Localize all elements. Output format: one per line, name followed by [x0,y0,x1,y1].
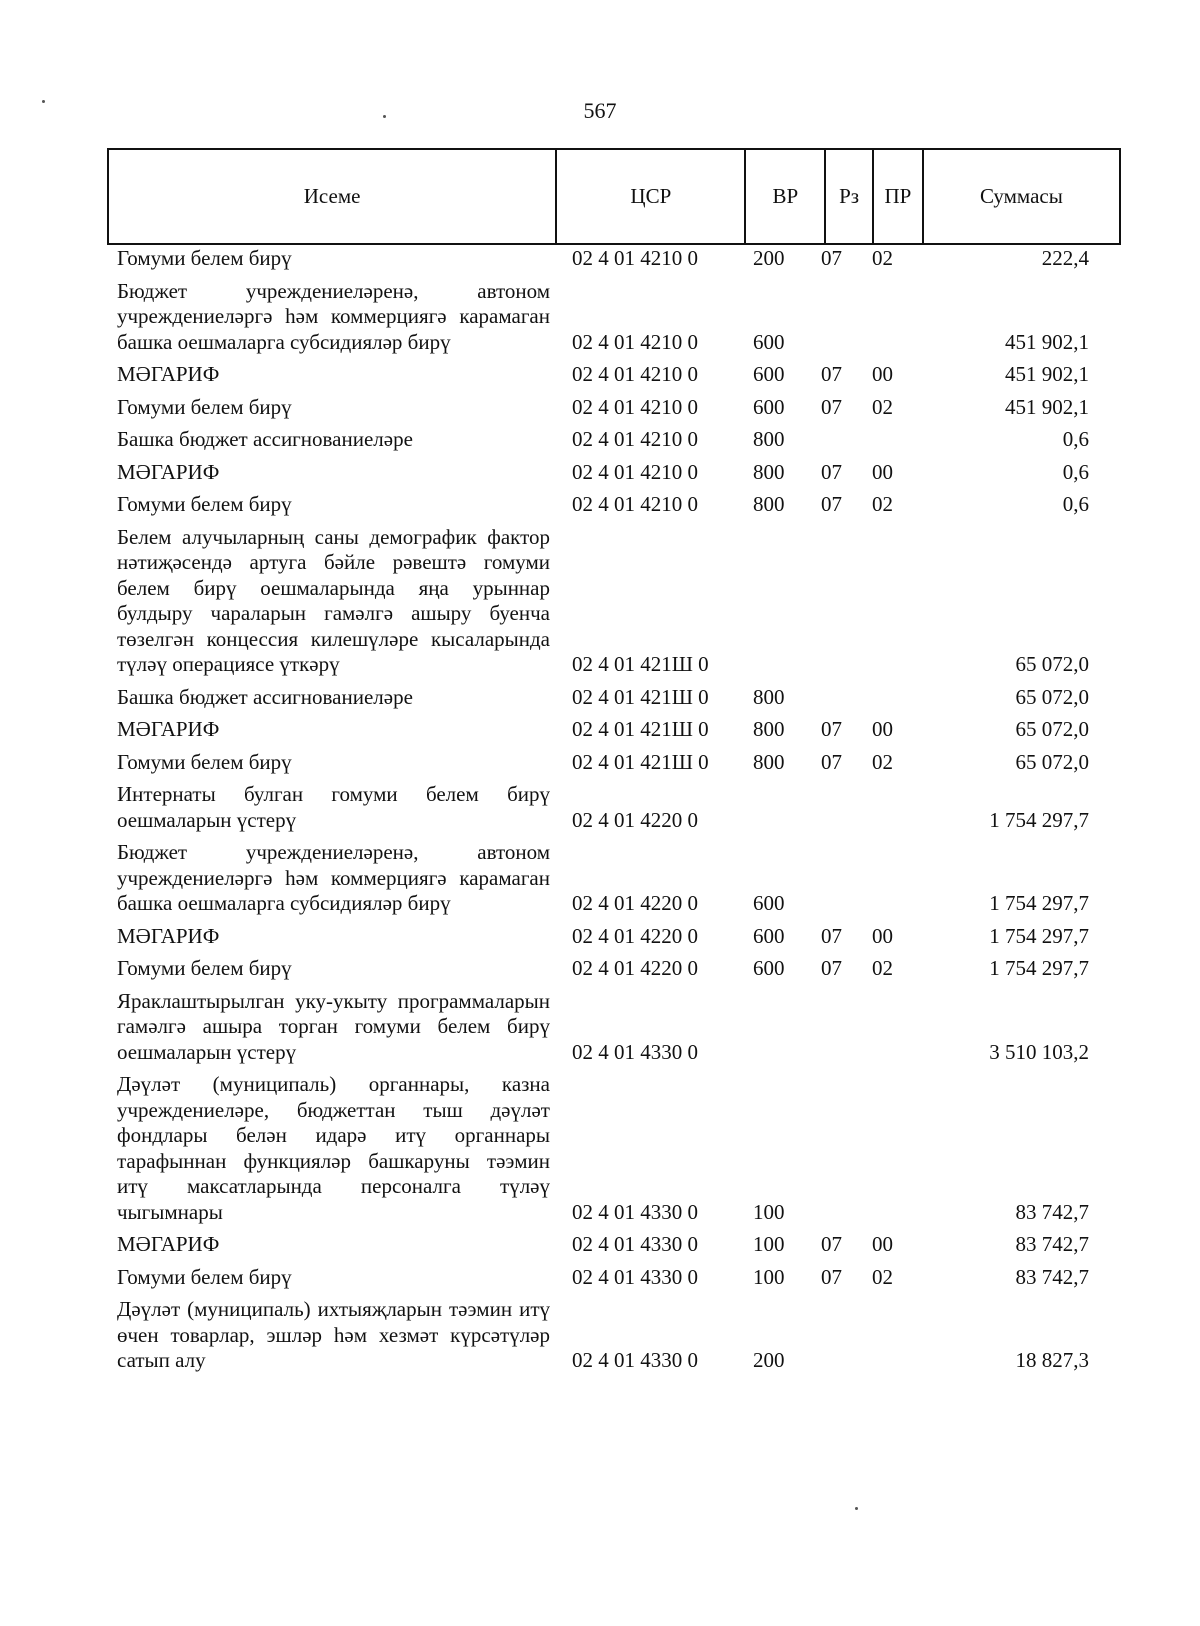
cell-csr: 02 4 01 4210 0 [572,362,698,386]
cell-csr: 02 4 01 4220 0 [572,956,698,980]
cell-vr: 800 [753,684,785,709]
cell-sum: 65 072,0 [1015,684,1089,709]
cell-pr: 00 [872,362,893,386]
cell-csr: 02 4 01 4220 0 [572,923,698,948]
cell-name: МӘГАРИФ [117,717,220,741]
cell-sum: 0,6 [1062,459,1089,484]
cell-pr: 02 [872,492,893,516]
cell-vr: 600 [753,362,785,386]
cell-name: Дәүләт (муниципаль) ихтыяҗларын тәэмин итү өчен товарлар, эшләр һәм хезмәт күрсәтүләр сатып алу [117,1297,550,1372]
cell-csr: 02 4 01 4330 0 [572,1232,698,1256]
cell-rz: 07 [821,1232,842,1256]
cell-csr: 02 4 01 4210 0 [572,394,698,419]
cell-csr: 02 4 01 421Ш 0 [572,684,709,709]
cell-csr: 02 4 01 4330 0 [572,1348,698,1372]
cell-sum: 83 742,7 [1015,1264,1089,1289]
cell-sum: 451 902,1 [1005,394,1089,419]
cell-name: Гомуми белем бирү [117,492,292,516]
cell-vr: 600 [753,394,785,419]
cell-rz: 07 [821,362,842,386]
cell-rz: 07 [821,749,842,774]
cell-sum: 222,4 [1041,246,1089,270]
cell-pr: 00 [872,923,893,948]
table-row [107,989,1121,1066]
header-vr: ВР [746,150,826,243]
cell-sum: 1 754 297,7 [989,956,1089,980]
cell-vr: 800 [753,492,785,516]
cell-sum: 18 827,3 [1015,1348,1089,1372]
table-row [107,750,1121,776]
cell-pr: 02 [872,394,893,419]
cell-pr: 00 [872,1232,893,1256]
cell-name: Гомуми белем бирү [117,1264,292,1289]
cell-rz: 07 [821,717,842,741]
cell-csr: 02 4 01 4220 0 [572,891,698,915]
header-name: Исеме [109,150,557,243]
cell-vr: 100 [753,1199,785,1224]
cell-vr: 600 [753,923,785,948]
table-row [107,924,1121,950]
cell-name: Бюджет учреждениеләренә, автоном учреждениеләргә һәм коммерциягә карамаган башка оешмаларга субсидияләр бирү [117,278,550,354]
cell-rz: 07 [821,956,842,980]
cell-sum: 83 742,7 [1015,1199,1089,1224]
cell-pr: 02 [872,246,893,270]
cell-vr: 100 [753,1232,785,1256]
table-header [107,148,1121,245]
header-rz: Рз [826,150,874,243]
cell-name: Гомуми белем бирү [117,749,292,774]
cell-sum: 3 510 103,2 [989,1039,1089,1064]
table-row [107,460,1121,486]
cell-sum: 0,6 [1062,492,1089,516]
cell-vr: 800 [753,459,785,484]
table-row [107,782,1121,833]
cell-pr: 02 [872,749,893,774]
table-row [107,685,1121,711]
table-row [107,279,1121,356]
cell-pr: 02 [872,956,893,980]
cell-vr: 800 [753,717,785,741]
cell-vr: 600 [753,891,785,915]
cell-csr: 02 4 01 4210 0 [572,492,698,516]
cell-name: Башка бюджет ассигнованиеләре [117,427,413,451]
header-csr: ЦСР [557,150,746,243]
page-number: 567 [583,98,617,123]
cell-csr: 02 4 01 4220 0 [572,807,698,832]
scan-speck [383,115,386,118]
header-pr: ПР [874,150,924,243]
table-row [107,1265,1121,1291]
cell-sum: 65 072,0 [1015,652,1089,676]
cell-sum: 451 902,1 [1005,362,1089,386]
cell-sum: 65 072,0 [1015,717,1089,741]
cell-csr: 02 4 01 4330 0 [572,1199,698,1224]
cell-csr: 02 4 01 4210 0 [572,459,698,484]
cell-csr: 02 4 01 4210 0 [572,427,698,451]
cell-rz: 07 [821,246,842,270]
cell-csr: 02 4 01 4210 0 [572,246,698,270]
cell-rz: 07 [821,459,842,484]
cell-sum: 1 754 297,7 [989,807,1089,832]
cell-vr: 600 [753,956,785,980]
table-row [107,246,1121,272]
table-row [107,492,1121,518]
cell-sum: 65 072,0 [1015,749,1089,774]
cell-vr: 800 [753,749,785,774]
cell-name: МӘГАРИФ [117,362,220,386]
cell-name: Яраклаштырылган уку-укыту программаларын гамәлгә ашыра торган гомуми белем бирү оешмаларын үстерү [117,988,550,1064]
cell-name: Бюджет учреждениеләренә, автоном учреждениеләргә һәм коммерциягә карамаган башка оешмаларга субсидияләр бирү [117,840,550,915]
table-row [107,427,1121,453]
table-row [107,525,1121,678]
scan-speck [855,1507,858,1510]
cell-name: МӘГАРИФ [117,923,220,948]
cell-csr: 02 4 01 4330 0 [572,1039,698,1064]
cell-sum: 451 902,1 [1005,329,1089,354]
cell-csr: 02 4 01 4330 0 [572,1264,698,1289]
table-row [107,362,1121,388]
table-row [107,840,1121,917]
cell-name: Интернаты булган гомуми белем бирү оешмаларын үстерү [117,782,550,832]
cell-name: Дәүләт (муниципаль) органнары, казна учреждениеләре, бюджеттан тыш дәүләт фондлары белән идарә итү органнары тарафыннан функцияләр башкаруны тәэмин итү максатларында персоналга түләү чыгымнары [117,1072,550,1224]
cell-pr: 02 [872,1264,893,1289]
cell-sum: 83 742,7 [1015,1232,1089,1256]
cell-sum: 0,6 [1062,427,1089,451]
cell-vr: 200 [753,246,785,270]
table-row [107,1232,1121,1258]
cell-vr: 600 [753,329,785,354]
cell-csr: 02 4 01 421Ш 0 [572,749,709,774]
cell-name: Гомуми белем бирү [117,394,292,419]
cell-csr: 02 4 01 4210 0 [572,329,698,354]
cell-rz: 07 [821,1264,842,1289]
cell-rz: 07 [821,492,842,516]
cell-name: Гомуми белем бирү [117,246,292,270]
cell-rz: 07 [821,923,842,948]
cell-name: Гомуми белем бирү [117,956,292,980]
cell-rz: 07 [821,394,842,419]
table-row [107,1297,1121,1374]
cell-pr: 00 [872,459,893,484]
header-sum: Суммасы [979,184,1063,208]
cell-vr: 100 [753,1264,785,1289]
cell-name: МӘГАРИФ [117,459,220,484]
table-row [107,395,1121,421]
scan-speck [42,100,45,103]
cell-csr: 02 4 01 421Ш 0 [572,652,709,676]
cell-vr: 200 [753,1348,785,1372]
cell-sum: 1 754 297,7 [989,923,1089,948]
cell-name: МӘГАРИФ [117,1232,220,1256]
cell-name: Белем алучыларның саны демографик фактор нәтиҗәсендә артуга бәйле рәвештә гомуми белем бирү оешмаларында яңа урыннар булдыру чараларын гамәлгә ашыру буенча төзелгән концессия килешүләре кысаларында түләү операциясе үткәрү [117,524,550,676]
cell-name: Башка бюджет ассигнованиеләре [117,684,413,709]
table-body [107,246,1121,1381]
cell-pr: 00 [872,717,893,741]
table-row [107,956,1121,982]
cell-vr: 800 [753,427,785,451]
cell-sum: 1 754 297,7 [989,891,1089,915]
table-row [107,1072,1121,1225]
table-row [107,717,1121,743]
cell-csr: 02 4 01 421Ш 0 [572,717,709,741]
